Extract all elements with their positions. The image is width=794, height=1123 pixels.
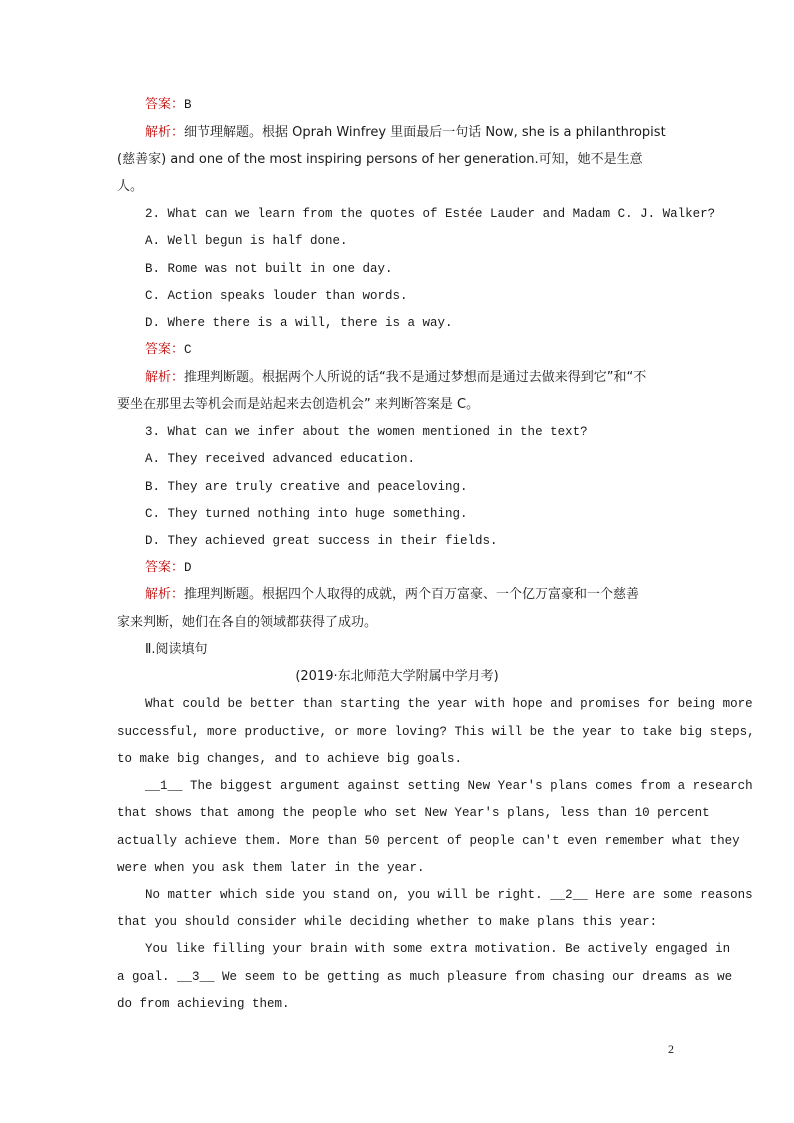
passage-p1-line2: successful, more productive, or more loving? This will be the year to take big steps, <box>117 725 755 739</box>
q2-analysis: 解析：推理判断题。根据两个人所说的话“我不是通过梦想而是通过去做来得到它”和“不 <box>145 370 647 385</box>
q2-option-a: A. Well begun is half done. <box>145 234 348 248</box>
q3-question: 3. What can we infer about the women mentioned in the text? <box>145 425 588 439</box>
passage-p1-line3: to make big changes, and to achieve big goals. <box>117 752 463 766</box>
q3-option-b: B. They are truly creative and peaceloving. <box>145 480 468 494</box>
blank-1: __1__ <box>145 779 183 793</box>
passage-p4-line3: do from achieving them. <box>117 997 290 1011</box>
q1-answer: 答案：B <box>145 97 192 112</box>
q3-analysis-line2: 家来判断，她们在各自的领域都获得了成功。 <box>117 615 378 630</box>
q3-option-d: D. They achieved great success in their fields. <box>145 534 498 548</box>
passage-p2-line3: actually achieve them. More than 50 percent of people can't even remember what they <box>117 834 740 848</box>
page-number: 2 <box>668 1042 674 1056</box>
q2-option-c: C. Action speaks louder than words. <box>145 289 408 303</box>
passage-p2-line4: were when you ask them later in the year. <box>117 861 425 875</box>
passage-p1-line1: What could be better than starting the year with hope and promises for being more <box>145 697 753 711</box>
q3-analysis: 解析：推理判断题。根据四个人取得的成就，两个百万富豪、一个亿万富豪和一个慈善 <box>145 587 640 602</box>
q2-option-d: D. Where there is a will, there is a way. <box>145 316 453 330</box>
section-heading: Ⅱ.阅读填句 <box>145 642 208 657</box>
passage-p3-line2: that you should consider while deciding whether to make plans this year: <box>117 915 658 929</box>
passage-p2-line2: that shows that among the people who set New Year's plans, less than 10 percent <box>117 806 710 820</box>
q1-analysis-line2: (慈善家) and one of the most inspiring persons of her generation.可知，她不是生意 <box>117 152 643 167</box>
q1-analysis-line3: 人。 <box>117 179 144 194</box>
passage-p4-line1: You like filling your brain with some extra motivation. Be actively engaged in <box>145 942 731 956</box>
q3-option-a: A. They received advanced education. <box>145 452 416 466</box>
blank-3: __3__ <box>177 970 215 984</box>
q1-analysis: 解析：细节理解题。根据 Oprah Winfrey 里面最后一句话 Now, she is a philanthropist <box>145 125 666 140</box>
q2-question: 2. What can we learn from the quotes of Estée Lauder and Madam C. J. Walker? <box>145 207 716 221</box>
q2-answer: 答案：C <box>145 342 192 357</box>
passage-p3-line1: No matter which side you stand on, you will be right. __2__ Here are some reasons <box>145 888 753 902</box>
passage-p4-line2: a goal. __3__ We seem to be getting as much pleasure from chasing our dreams as we <box>117 970 733 984</box>
blank-2: __2__ <box>550 888 588 902</box>
q2-analysis-line2: 要坐在那里去等机会而是站起来去创造机会” 来判断答案是 C。 <box>117 397 480 412</box>
q2-option-b: B. Rome was not built in one day. <box>145 262 393 276</box>
q3-answer: 答案：D <box>145 560 192 575</box>
q3-option-c: C. They turned nothing into huge something. <box>145 507 468 521</box>
passage-source: (2019·东北师范大学附属中学月考) <box>295 669 499 684</box>
passage-p2-line1: __1__ The biggest argument against setting New Year's plans comes from a research <box>145 779 753 793</box>
